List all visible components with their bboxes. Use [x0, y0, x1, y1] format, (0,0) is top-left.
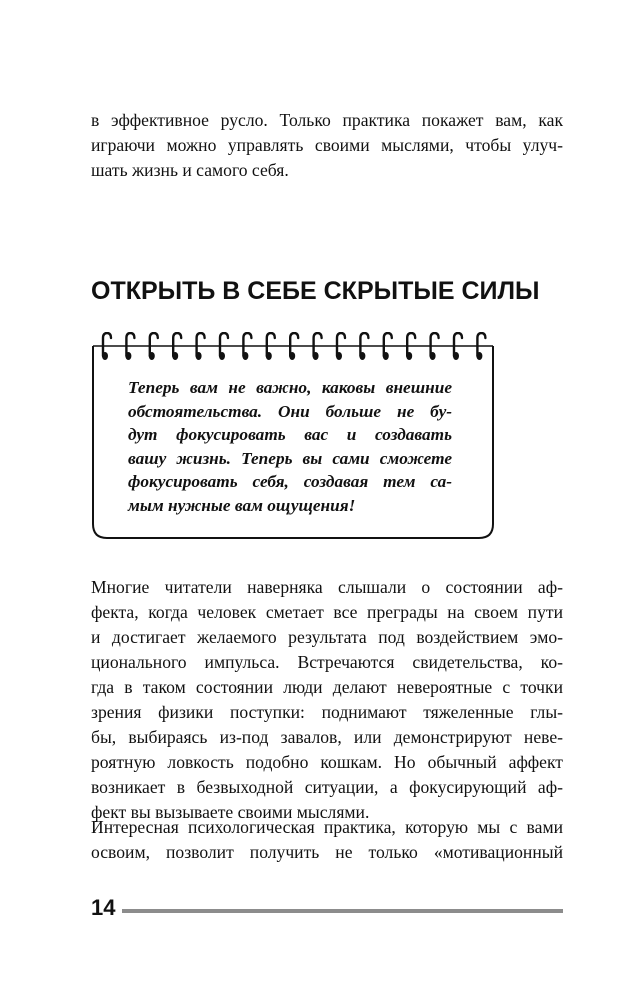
section-heading: ОТКРЫТЬ В СЕБЕ СКРЫТЫЕ СИЛЫ — [91, 277, 540, 305]
text-line: роятную ловкость подобно кошкам. Но обычный аффект — [91, 752, 563, 772]
text-line: Интересная психологическая практика, которую мы с вами — [91, 817, 563, 837]
binding-hole-icon — [383, 352, 389, 360]
text-line: мым нужные вам ощущения! — [128, 495, 356, 515]
text-line: и достигает желаемого результата под воздействием эмо- — [91, 627, 563, 647]
text-line: обстоятельства. Они больше не бу- — [128, 401, 452, 421]
intro-paragraph — [91, 108, 563, 183]
text-line: Многие читатели наверняка слышали о состоянии аф- — [91, 577, 563, 597]
text-line: возникает в безвыходной ситуации, а фокусирующий аф- — [91, 777, 563, 797]
body-paragraph — [91, 575, 563, 825]
text-line: играючи можно управлять своими мыслями, чтобы улуч- — [91, 135, 563, 155]
text-line: Теперь вам не важно, каковы внешние — [128, 378, 452, 397]
binding-hole-icon — [476, 352, 482, 360]
text-line: в эффективное русло. Только практика покажет вам, как — [91, 110, 563, 130]
binding-hole-icon — [219, 352, 225, 360]
text-line: дут фокусировать вас и создавать — [128, 425, 452, 444]
text-line: ционального импульса. Встречаются свидетельства, ко- — [91, 652, 563, 672]
text-line: вашу жизнь. Теперь вы сами сможете — [128, 448, 452, 468]
text-line: бы, выбираясь из-под завалов, или демонстрируют неве- — [91, 727, 563, 747]
binding-hole-icon — [289, 352, 295, 360]
binding-hole-icon — [430, 352, 436, 360]
binding-hole-icon — [359, 352, 365, 360]
binding-hole-icon — [196, 352, 202, 360]
binding-hole-icon — [313, 352, 319, 360]
binding-hole-icon — [406, 352, 412, 360]
text-line: фект вы вызываете своими мыслями. — [91, 802, 370, 822]
page-number: 14 — [91, 895, 116, 920]
binding-hole-icon — [149, 352, 155, 360]
text-line: освоим, позволит получить не только «мотивационный — [91, 842, 563, 862]
page-footer — [91, 893, 563, 923]
body-paragraph — [91, 815, 563, 865]
binding-hole-icon — [172, 352, 178, 360]
binding-hole-icon — [453, 352, 459, 360]
text-line: зрения физики поступки: поднимают тяжеленные глы- — [91, 702, 563, 722]
binding-hole-icon — [266, 352, 272, 360]
text-line: фекта, когда человек сметает все преграды на своем пути — [91, 602, 563, 622]
text-line: гда в таком состоянии люди делают невероятные с точки — [91, 677, 563, 697]
footer-rule — [122, 909, 563, 913]
notebook-text — [128, 376, 452, 517]
binding-hole-icon — [125, 352, 131, 360]
binding-hole-icon — [242, 352, 248, 360]
binding-hole-icon — [336, 352, 342, 360]
binding-hole-icon — [102, 352, 108, 360]
notebook-callout — [90, 332, 495, 542]
text-line: фокусировать себя, создавая тем са- — [128, 472, 452, 491]
text-line: шать жизнь и самого себя. — [91, 160, 289, 180]
